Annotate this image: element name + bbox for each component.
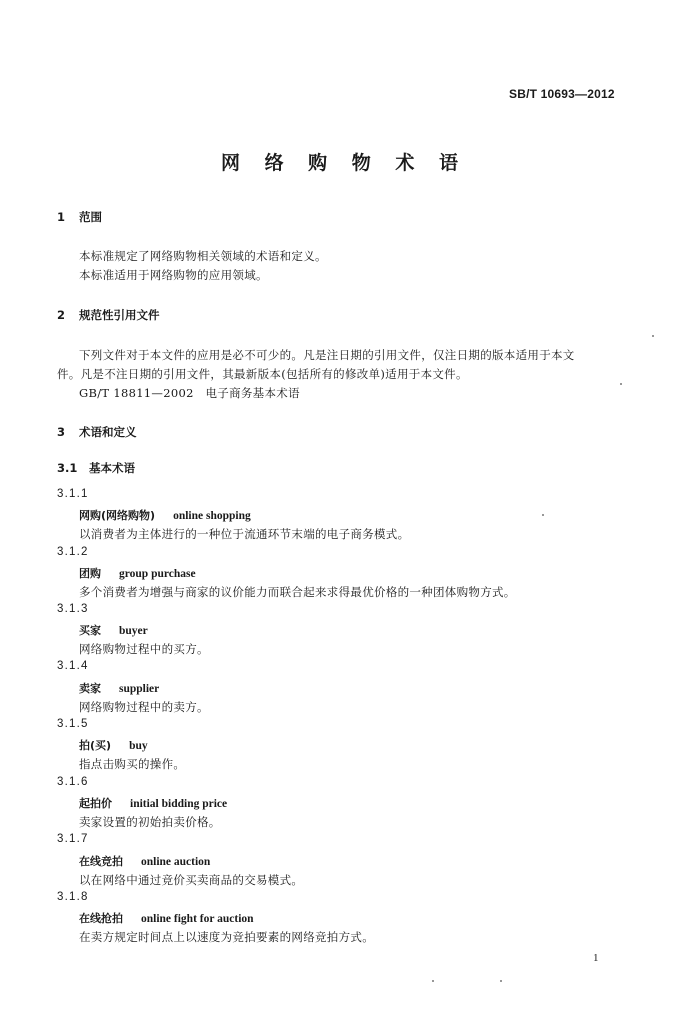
term-en: online fight for auction bbox=[141, 913, 254, 925]
subsection-title: 基本术语 bbox=[89, 461, 135, 475]
term-heading bbox=[79, 910, 254, 926]
scan-speck bbox=[432, 980, 434, 982]
scan-speck bbox=[620, 383, 622, 385]
paragraph: 本标准适用于网络购物的应用领域。 bbox=[79, 268, 268, 282]
standard-code: SB/T 10693—2012 bbox=[509, 87, 615, 101]
term-en: buyer bbox=[119, 625, 148, 637]
term-definition: 以在网络中通过竞价买卖商品的交易模式。 bbox=[79, 873, 304, 887]
section-number: 2 bbox=[57, 308, 66, 322]
section-3-heading bbox=[57, 424, 137, 440]
term-definition: 以消费者为主体进行的一种位于流通环节末端的电子商务模式。 bbox=[79, 527, 410, 541]
term-number: 3.1.1 bbox=[57, 488, 89, 500]
term-zh: 在线竞拍 bbox=[79, 855, 123, 868]
term-heading bbox=[79, 795, 227, 811]
term-zh: 在线抢拍 bbox=[79, 912, 123, 925]
document-title: 网 络 购 物 术 语 bbox=[220, 152, 468, 174]
term-en: supplier bbox=[119, 683, 160, 695]
subsection-3-1-heading bbox=[57, 460, 135, 476]
term-zh: 团购 bbox=[79, 567, 101, 580]
section-number: 1 bbox=[57, 210, 66, 224]
section-title: 规范性引用文件 bbox=[79, 308, 160, 322]
term-zh: 网购(网络购物) bbox=[79, 509, 156, 522]
term-en: buy bbox=[129, 740, 148, 752]
term-zh: 买家 bbox=[79, 624, 101, 637]
subsection-number: 3.1 bbox=[57, 461, 78, 475]
term-en: initial bidding price bbox=[130, 798, 228, 810]
term-en: online auction bbox=[141, 856, 211, 868]
normative-reference: GB/T 18811—2002 电子商务基本术语 bbox=[79, 386, 300, 400]
paragraph-line: 件。凡是不注日期的引用文件，其最新版本(包括所有的修改单)适用于本文件。 bbox=[57, 367, 468, 381]
scan-speck bbox=[652, 335, 654, 337]
term-heading bbox=[79, 680, 159, 696]
section-1-heading bbox=[57, 209, 102, 225]
term-heading bbox=[79, 737, 148, 753]
section-2-heading bbox=[57, 307, 160, 323]
scan-speck bbox=[500, 980, 502, 982]
term-definition: 卖家设置的初始拍卖价格。 bbox=[79, 815, 221, 829]
section-title: 术语和定义 bbox=[79, 425, 137, 439]
term-en: online shopping bbox=[173, 510, 251, 522]
scan-speck bbox=[542, 514, 544, 516]
term-en: group purchase bbox=[119, 568, 196, 580]
term-heading bbox=[79, 507, 251, 523]
page-number: 1 bbox=[593, 952, 599, 964]
section-number: 3 bbox=[57, 425, 66, 439]
term-definition: 指点击购买的操作。 bbox=[79, 757, 186, 771]
term-number: 3.1.7 bbox=[57, 833, 89, 845]
term-definition: 网络购物过程中的卖方。 bbox=[79, 700, 209, 714]
term-definition: 在卖方规定时间点上以速度为竞拍要素的网络竞拍方式。 bbox=[79, 930, 374, 944]
term-number: 3.1.4 bbox=[57, 660, 89, 672]
term-zh: 卖家 bbox=[79, 682, 101, 695]
paragraph-line: 下列文件对于本文件的应用是必不可少的。凡是注日期的引用文件，仅注日期的版本适用于本文 bbox=[79, 348, 575, 362]
term-number: 3.1.2 bbox=[57, 546, 89, 558]
term-heading bbox=[79, 622, 148, 638]
term-heading bbox=[79, 853, 210, 869]
paragraph: 本标准规定了网络购物相关领域的术语和定义。 bbox=[79, 249, 327, 263]
term-heading bbox=[79, 565, 196, 581]
term-number: 3.1.8 bbox=[57, 891, 89, 903]
term-number: 3.1.6 bbox=[57, 776, 89, 788]
term-number: 3.1.5 bbox=[57, 718, 89, 730]
term-zh: 起拍价 bbox=[79, 797, 112, 810]
term-definition: 网络购物过程中的买方。 bbox=[79, 642, 209, 656]
term-zh: 拍(买) bbox=[79, 739, 112, 752]
term-definition: 多个消费者为增强与商家的议价能力而联合起来求得最优价格的一种团体购物方式。 bbox=[79, 585, 516, 599]
section-title: 范围 bbox=[79, 210, 102, 224]
term-number: 3.1.3 bbox=[57, 603, 89, 615]
